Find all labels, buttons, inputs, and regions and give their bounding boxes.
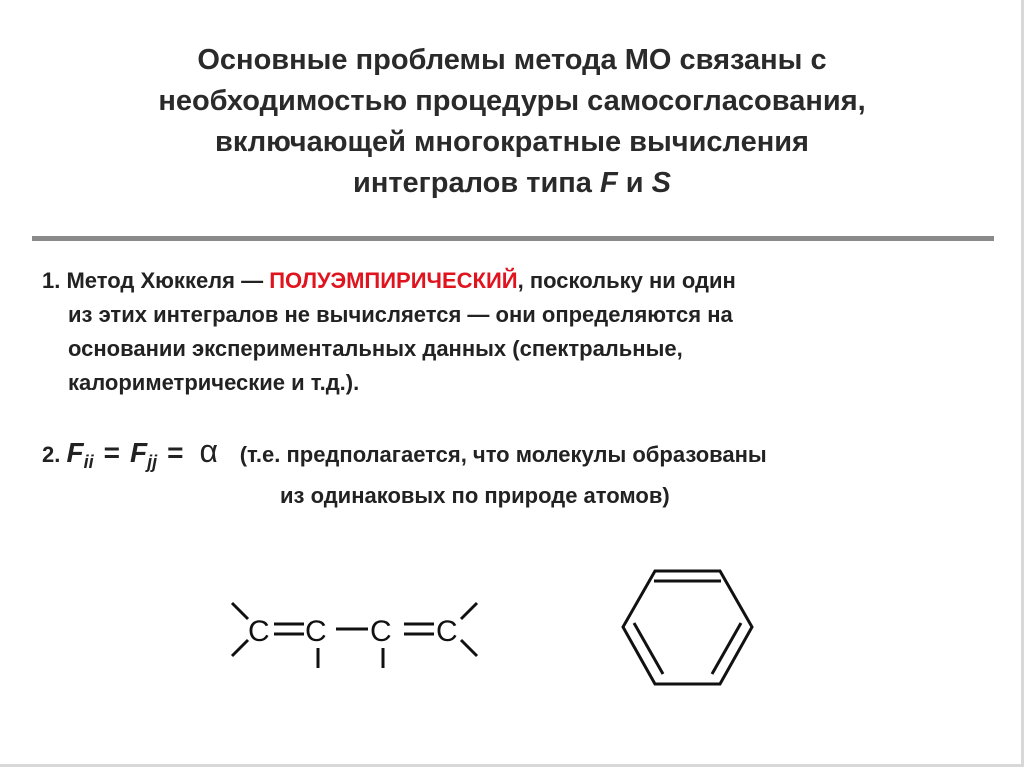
title-line-3: включающей многократные вычисления — [215, 126, 809, 158]
atom-c4: C — [436, 615, 458, 648]
benzene-double-right — [712, 623, 741, 674]
formula-f2: F — [129, 437, 148, 468]
formula-f1: F — [66, 437, 84, 468]
bond-left-upper — [232, 603, 248, 619]
title-line-1: Основные проблемы метода МО связаны с — [197, 44, 827, 76]
bond-left-lower — [232, 640, 248, 656]
item-2-paren-line-1: (т.е. предполагается, что молекулы образованы — [239, 442, 767, 467]
item-1-lead: Метод Хюккеля — — [66, 268, 270, 293]
alpha-symbol: α — [199, 433, 218, 469]
item-1-number: 1. — [42, 268, 61, 293]
item-1-highlight: ПОЛУЭМПИРИЧЕСКИЙ — [269, 268, 518, 293]
benzene-hexagon — [623, 571, 752, 684]
item-1-line-4: калориметрические и т.д.). — [68, 370, 360, 395]
formula-eq-2: = — [167, 437, 184, 468]
formula-sub-jj: jj — [147, 452, 158, 472]
bond-right-lower — [461, 640, 477, 656]
benzene-double-left — [634, 623, 663, 674]
atom-c3: C — [370, 615, 392, 648]
title-and: и — [617, 167, 652, 199]
item-1-rest: , поскольку ни один — [517, 268, 736, 293]
item-1-line-2: из этих интегралов не вычисляется — они определяются на — [68, 302, 733, 327]
var-s: S — [651, 167, 671, 199]
item-2-number: 2. — [42, 442, 61, 467]
atom-c2: C — [305, 615, 327, 648]
title-line-4-text: интегралов типа — [353, 167, 600, 199]
item-2-paren-line-2: из одинаковых по природе атомов) — [280, 483, 670, 508]
formula-eq-1: = — [103, 437, 120, 468]
var-f: F — [599, 167, 618, 199]
item-1-line-3: основании экспериментальных данных (спектральные, — [68, 336, 683, 361]
title-line-2: необходимостью процедуры самосогласования, — [158, 85, 866, 117]
formula-sub-ii: ii — [83, 452, 94, 472]
bond-right-upper — [461, 603, 477, 619]
atom-c1: C — [248, 615, 270, 648]
benzene-ring — [623, 571, 752, 684]
